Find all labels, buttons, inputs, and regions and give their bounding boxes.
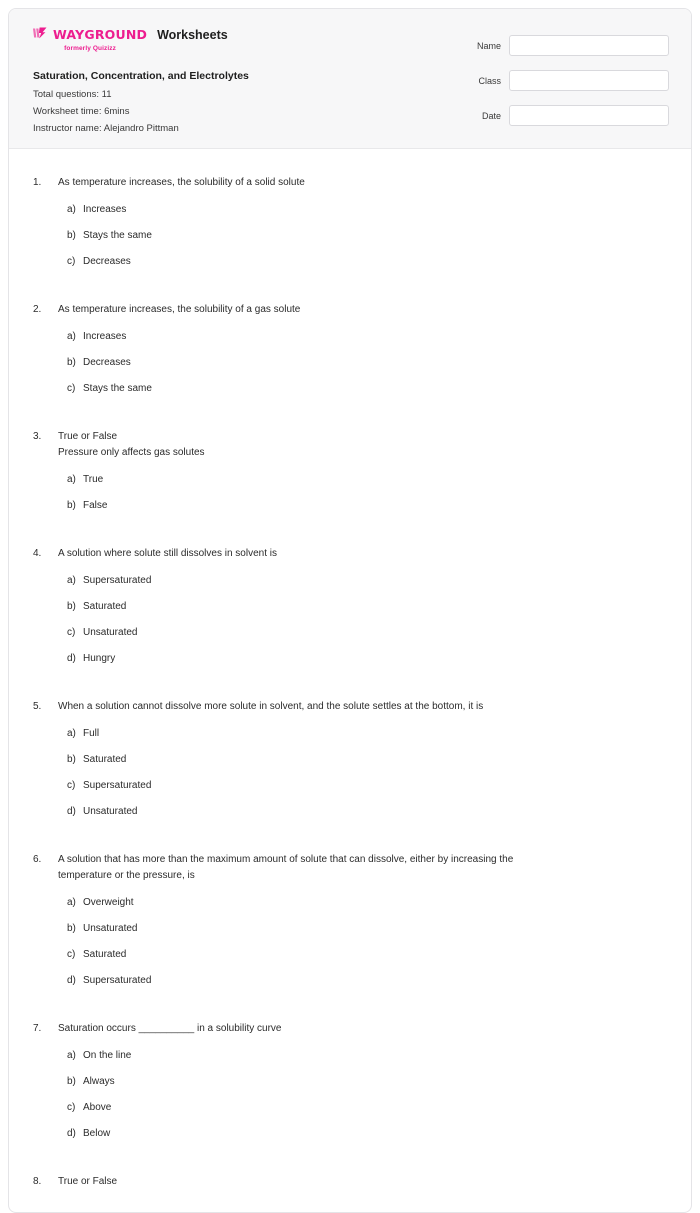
option-item[interactable] [67,1126,374,1141]
question-stem-line1: A solution that has more than the maximum amount of solute that can dissolve, either by increasing the [58,854,514,865]
option-list [33,573,667,677]
option-letter: c) [67,949,76,960]
option-text: Decreases [83,357,131,368]
instructor-name: Instructor name: Alejandro Pittman [33,123,179,134]
question-stem-line1: True or False [58,431,118,442]
option-item[interactable] [67,228,374,243]
question-stem [58,1021,281,1037]
option-text: False [83,500,108,511]
question-head [33,429,667,461]
option-letter: b) [67,601,76,612]
date-input[interactable] [509,105,669,126]
option-list [33,726,667,830]
option-item[interactable] [67,778,374,793]
question-item [33,699,667,830]
question-number: 2. [33,304,42,315]
option-item[interactable] [67,973,374,988]
question-stem-line1: True or False [58,1176,118,1187]
option-item[interactable] [67,381,374,396]
total-questions: Total questions: 11 [33,89,112,100]
question-stem-line1: Saturation occurs __________ in a solubility curve [58,1023,282,1034]
option-item[interactable] [67,599,374,614]
question-head [33,1174,667,1190]
option-item[interactable] [67,726,374,741]
question-stem [58,1174,117,1190]
question-number: 7. [33,1023,42,1034]
option-item[interactable] [67,947,374,962]
option-letter: a) [67,1050,76,1061]
option-item[interactable] [67,1048,374,1063]
question-head [33,699,667,715]
option-item[interactable] [67,202,374,217]
question-stem [58,699,483,715]
option-item[interactable] [67,921,374,936]
option-list [33,329,667,407]
option-letter: a) [67,728,76,739]
product-title: Worksheets [157,28,228,42]
option-text: Always [83,1076,115,1087]
option-letter: b) [67,357,76,368]
question-item [33,1174,667,1190]
option-letter: a) [67,897,76,908]
option-text: Increases [83,204,127,215]
worksheet-time: Worksheet time: 6mins [33,106,130,117]
option-text: Saturated [83,949,127,960]
option-item[interactable] [67,498,374,513]
option-letter: b) [67,230,76,241]
option-item[interactable] [67,329,374,344]
question-stem-line1: When a solution cannot dissolve more solute in solvent, and the solute settles at the bottom, it is [58,701,484,712]
question-stem [58,546,277,562]
worksheet-title: Saturation, Concentration, and Electrolytes [33,70,249,82]
question-number: 4. [33,548,42,559]
question-stem [58,175,305,191]
option-text: True [83,474,104,485]
question-number: 6. [33,854,42,865]
question-list [9,149,691,1190]
question-head [33,175,667,191]
question-item [33,429,667,524]
student-fields [439,35,669,140]
question-head [33,852,667,884]
question-head [33,546,667,562]
option-letter: b) [67,923,76,934]
question-head [33,302,667,318]
name-label: Name [476,40,501,51]
option-letter: c) [67,1102,76,1113]
option-text: Full [83,728,100,739]
option-text: Unsaturated [83,627,138,638]
option-item[interactable] [67,804,374,819]
option-list [33,895,667,999]
brand-wordmark: WAYGROUND [53,26,148,42]
question-item [33,302,667,407]
option-text: Unsaturated [83,806,138,817]
option-item[interactable] [67,895,374,910]
question-number: 5. [33,701,42,712]
option-text: Overweight [83,897,134,908]
option-item[interactable] [67,573,374,588]
option-text: Saturated [83,601,127,612]
option-text: On the line [83,1050,132,1061]
option-item[interactable] [67,254,374,269]
option-letter: b) [67,1076,76,1087]
option-text: Stays the same [83,230,152,241]
brand-lockup [33,27,147,43]
question-stem-line1: As temperature increases, the solubility of a solid solute [58,177,305,188]
class-label: Class [478,75,501,86]
question-stem [58,852,513,884]
option-letter: d) [67,975,76,986]
option-list [33,202,667,280]
option-text: Supersaturated [83,975,152,986]
field-row-date [439,105,669,126]
option-letter: c) [67,780,76,791]
option-item[interactable] [67,1100,374,1115]
worksheet-header [9,9,691,149]
question-stem-line2: Pressure only affects gas solutes [58,447,205,458]
question-stem-line1: As temperature increases, the solubility of a gas solute [58,304,301,315]
option-letter: d) [67,806,76,817]
question-item [33,1021,667,1152]
field-row-name [439,35,669,56]
option-text: Stays the same [83,383,152,394]
question-item [33,546,667,677]
class-input[interactable] [509,70,669,91]
worksheet-page [8,8,692,1213]
option-letter: b) [67,754,76,765]
option-text: Increases [83,331,127,342]
question-stem-line1: A solution where solute still dissolves in solvent is [58,548,277,559]
option-letter: b) [67,500,76,511]
option-list [33,1048,667,1152]
name-input[interactable] [509,35,669,56]
option-text: Saturated [83,754,127,765]
option-text: Unsaturated [83,923,138,934]
option-text: Above [83,1102,112,1113]
question-number: 8. [33,1176,42,1187]
option-letter: d) [67,1128,76,1139]
question-head [33,1021,667,1037]
option-text: Decreases [83,256,131,267]
option-item[interactable] [67,625,374,640]
wayground-flag-icon [33,27,50,43]
option-item[interactable] [67,651,374,666]
date-label: Date [481,110,501,121]
option-letter: a) [67,474,76,485]
question-item [33,175,667,280]
option-item[interactable] [67,1074,374,1089]
question-number: 3. [33,431,42,442]
option-text: Supersaturated [83,575,152,586]
option-item[interactable] [67,472,374,487]
option-letter: c) [67,256,76,267]
option-letter: c) [67,627,76,638]
option-letter: d) [67,653,76,664]
question-item [33,852,667,999]
option-list [33,472,667,524]
option-letter: c) [67,383,76,394]
option-letter: a) [67,575,76,586]
brand-subtitle: formerly Quizizz [64,44,116,52]
field-row-class [439,70,669,91]
option-text: Below [83,1128,111,1139]
question-stem [58,429,205,461]
question-stem-line2: temperature or the pressure, is [58,870,195,881]
option-item[interactable] [67,355,374,370]
option-letter: a) [67,331,76,342]
option-item[interactable] [67,752,374,767]
option-text: Supersaturated [83,780,152,791]
option-letter: a) [67,204,76,215]
question-number: 1. [33,177,42,188]
wayground-logo [33,27,147,52]
question-stem [58,302,300,318]
option-text: Hungry [83,653,116,664]
